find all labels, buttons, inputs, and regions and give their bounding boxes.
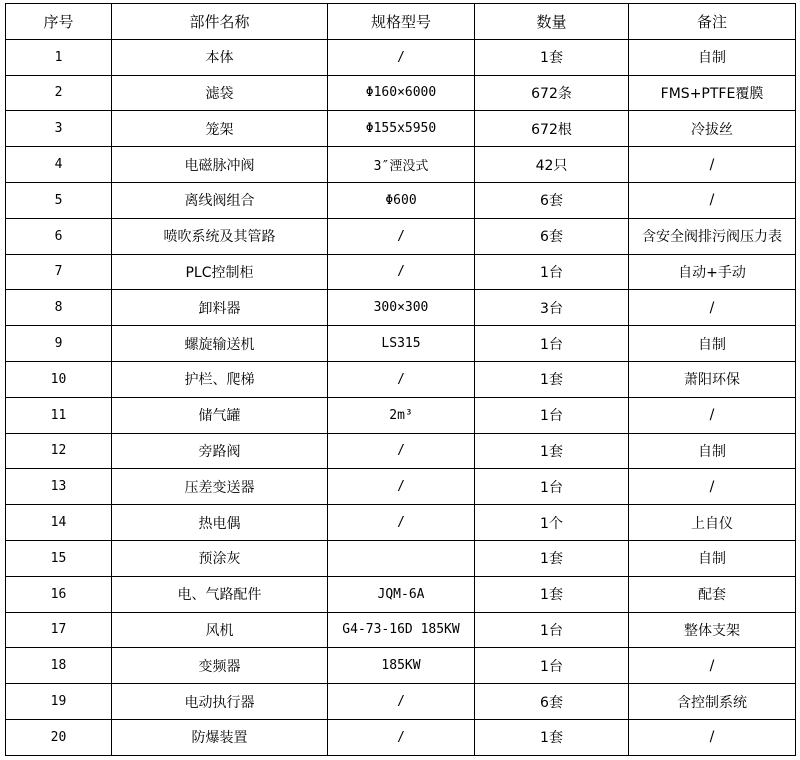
cell-index: 5	[6, 182, 112, 218]
cell-spec-model: /	[328, 254, 475, 290]
cell-remarks: 自制	[629, 540, 796, 576]
cell-part-name: 螺旋输送机	[112, 326, 328, 362]
cell-quantity: 1台	[475, 469, 629, 505]
cell-index: 18	[6, 648, 112, 684]
header-remarks: 备注	[629, 4, 796, 40]
cell-index: 15	[6, 540, 112, 576]
cell-remarks: 萧阳环保	[629, 361, 796, 397]
cell-part-name: 卸料器	[112, 290, 328, 326]
cell-part-name: 喷吹系统及其管路	[112, 218, 328, 254]
cell-part-name: 笼架	[112, 111, 328, 147]
table-body	[6, 39, 796, 755]
header-spec-model: 规格型号	[328, 4, 475, 40]
cell-part-name: 离线阀组合	[112, 182, 328, 218]
cell-quantity: 6套	[475, 684, 629, 720]
cell-spec-model: 185KW	[328, 648, 475, 684]
cell-quantity: 1套	[475, 433, 629, 469]
table-row	[6, 719, 796, 755]
cell-remarks: 含控制系统	[629, 684, 796, 720]
cell-spec-model: 2m³	[328, 397, 475, 433]
cell-index: 16	[6, 576, 112, 612]
header-part-name: 部件名称	[112, 4, 328, 40]
cell-quantity: 1台	[475, 397, 629, 433]
equipment-table	[5, 3, 796, 756]
cell-spec-model: Φ155x5950	[328, 111, 475, 147]
cell-spec-model: /	[328, 39, 475, 75]
cell-part-name: 防爆装置	[112, 719, 328, 755]
cell-quantity: 1套	[475, 39, 629, 75]
cell-remarks: /	[629, 290, 796, 326]
table-row	[6, 147, 796, 183]
table-row	[6, 397, 796, 433]
cell-spec-model: LS315	[328, 326, 475, 362]
cell-part-name: 电磁脉冲阀	[112, 147, 328, 183]
cell-index: 12	[6, 433, 112, 469]
cell-remarks: 整体支架	[629, 612, 796, 648]
cell-spec-model: Φ160×6000	[328, 75, 475, 111]
cell-quantity: 1套	[475, 361, 629, 397]
cell-index: 2	[6, 75, 112, 111]
cell-part-name: 电、气路配件	[112, 576, 328, 612]
cell-spec-model: G4-73-16D 185KW	[328, 612, 475, 648]
cell-spec-model: JQM-6A	[328, 576, 475, 612]
cell-spec-model: /	[328, 505, 475, 541]
cell-part-name: 变频器	[112, 648, 328, 684]
cell-index: 19	[6, 684, 112, 720]
cell-part-name: 电动执行器	[112, 684, 328, 720]
table-row	[6, 433, 796, 469]
table-row	[6, 612, 796, 648]
table-row	[6, 111, 796, 147]
cell-remarks: /	[629, 648, 796, 684]
cell-index: 11	[6, 397, 112, 433]
cell-remarks: 自制	[629, 433, 796, 469]
cell-remarks: 上自仪	[629, 505, 796, 541]
cell-spec-model: /	[328, 719, 475, 755]
cell-index: 6	[6, 218, 112, 254]
cell-quantity: 1台	[475, 648, 629, 684]
cell-remarks: /	[629, 182, 796, 218]
table-row	[6, 361, 796, 397]
cell-quantity: 1套	[475, 540, 629, 576]
table-row	[6, 254, 796, 290]
table-row	[6, 469, 796, 505]
cell-quantity: 6套	[475, 182, 629, 218]
table-row	[6, 576, 796, 612]
cell-quantity: 1台	[475, 612, 629, 648]
cell-part-name: 风机	[112, 612, 328, 648]
cell-index: 1	[6, 39, 112, 75]
cell-quantity: 672根	[475, 111, 629, 147]
cell-quantity: 1套	[475, 719, 629, 755]
cell-index: 3	[6, 111, 112, 147]
cell-index: 20	[6, 719, 112, 755]
table-row	[6, 39, 796, 75]
cell-part-name: 滤袋	[112, 75, 328, 111]
cell-part-name: PLC控制柜	[112, 254, 328, 290]
cell-part-name: 旁路阀	[112, 433, 328, 469]
cell-part-name: 热电偶	[112, 505, 328, 541]
cell-quantity: 1台	[475, 326, 629, 362]
cell-part-name: 压差变送器	[112, 469, 328, 505]
cell-remarks: 自动+手动	[629, 254, 796, 290]
table-row	[6, 540, 796, 576]
cell-remarks: /	[629, 469, 796, 505]
cell-remarks: 自制	[629, 39, 796, 75]
cell-spec-model: /	[328, 684, 475, 720]
cell-part-name: 本体	[112, 39, 328, 75]
cell-part-name: 预涂灰	[112, 540, 328, 576]
cell-index: 9	[6, 326, 112, 362]
table-row	[6, 75, 796, 111]
cell-remarks: 自制	[629, 326, 796, 362]
table-row	[6, 684, 796, 720]
cell-quantity: 42只	[475, 147, 629, 183]
cell-index: 4	[6, 147, 112, 183]
cell-quantity: 6套	[475, 218, 629, 254]
cell-remarks: /	[629, 719, 796, 755]
equipment-list-sheet	[5, 3, 795, 755]
cell-spec-model: Φ600	[328, 182, 475, 218]
cell-quantity: 1个	[475, 505, 629, 541]
table-row	[6, 648, 796, 684]
table-row	[6, 182, 796, 218]
cell-quantity: 1台	[475, 254, 629, 290]
cell-spec-model: /	[328, 433, 475, 469]
table-row	[6, 218, 796, 254]
cell-index: 13	[6, 469, 112, 505]
cell-remarks: 配套	[629, 576, 796, 612]
cell-spec-model: /	[328, 469, 475, 505]
cell-spec-model: 300×300	[328, 290, 475, 326]
cell-remarks: 冷拔丝	[629, 111, 796, 147]
cell-remarks: 含安全阀排污阀压力表	[629, 218, 796, 254]
cell-quantity: 3台	[475, 290, 629, 326]
cell-quantity: 1套	[475, 576, 629, 612]
table-row	[6, 326, 796, 362]
cell-remarks: FMS+PTFE覆膜	[629, 75, 796, 111]
cell-quantity: 672条	[475, 75, 629, 111]
cell-spec-model: 3″湮没式	[328, 147, 475, 183]
cell-index: 14	[6, 505, 112, 541]
cell-part-name: 储气罐	[112, 397, 328, 433]
cell-remarks: /	[629, 397, 796, 433]
cell-spec-model	[328, 540, 475, 576]
cell-remarks: /	[629, 147, 796, 183]
cell-part-name: 护栏、爬梯	[112, 361, 328, 397]
cell-spec-model: /	[328, 218, 475, 254]
cell-index: 10	[6, 361, 112, 397]
table-row	[6, 290, 796, 326]
cell-index: 8	[6, 290, 112, 326]
header-index: 序号	[6, 4, 112, 40]
table-header-row	[6, 4, 796, 40]
cell-index: 7	[6, 254, 112, 290]
cell-index: 17	[6, 612, 112, 648]
table-row	[6, 505, 796, 541]
cell-spec-model: /	[328, 361, 475, 397]
header-quantity: 数量	[475, 4, 629, 40]
